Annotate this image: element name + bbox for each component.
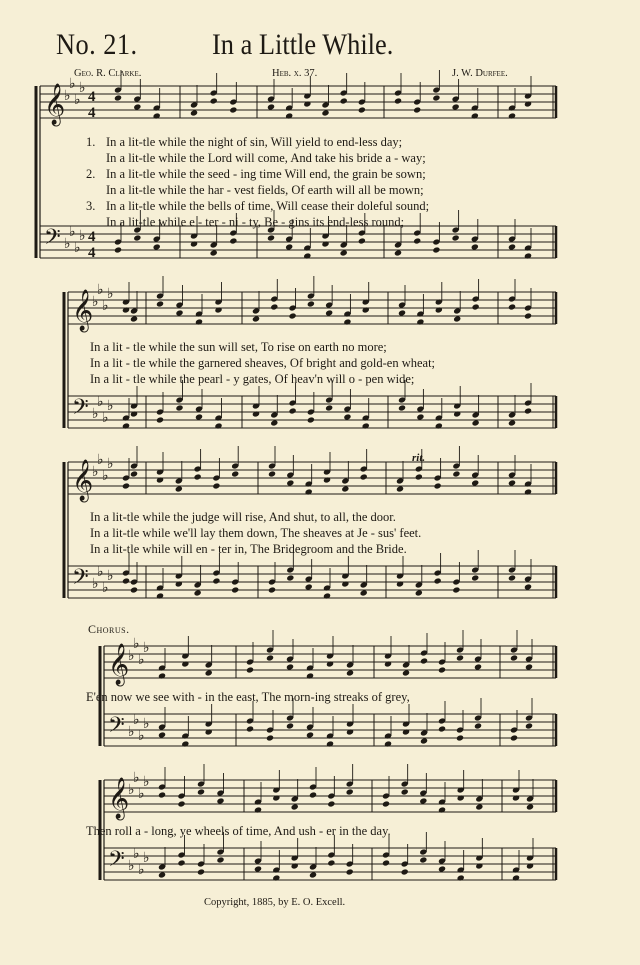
- note-head: [362, 422, 370, 429]
- note-head: [194, 589, 202, 596]
- hymn-title: In a Little While.: [212, 28, 394, 61]
- note-head: [212, 482, 220, 489]
- note-head: [438, 806, 446, 813]
- key-flat: ♭: [92, 576, 99, 592]
- key-flat: ♭: [128, 782, 135, 798]
- note-head: [327, 859, 335, 866]
- lyric-line: In a lit - tle while the pearl - y gates, Of heav'n will o - pen wide;: [90, 372, 415, 386]
- note-head: [231, 586, 239, 593]
- note-head: [435, 422, 443, 429]
- note-head: [326, 740, 334, 747]
- key-flat: ♭: [143, 716, 150, 732]
- note-head: [435, 306, 443, 313]
- note-head: [398, 404, 406, 411]
- key-flat: ♭: [133, 770, 140, 786]
- note-head: [452, 470, 460, 477]
- note-head: [177, 800, 185, 807]
- note-head: [524, 583, 532, 590]
- note-head: [130, 315, 138, 322]
- note-head: [358, 237, 366, 244]
- key-flat: ♭: [102, 468, 109, 484]
- note-head: [474, 722, 482, 729]
- note-head: [229, 237, 237, 244]
- treble-clef: 𝄞: [72, 460, 94, 501]
- treble-clef: 𝄞: [108, 778, 130, 819]
- key-flat: ♭: [97, 282, 104, 298]
- note-head: [214, 306, 222, 313]
- note-head: [420, 737, 428, 744]
- note-head: [524, 252, 532, 259]
- note-head: [323, 592, 331, 599]
- note-head: [341, 485, 349, 492]
- note-head: [122, 482, 130, 489]
- note-head: [382, 800, 390, 807]
- note-head: [416, 318, 424, 325]
- note-head: [325, 309, 333, 316]
- note-head: [306, 731, 314, 738]
- note-head: [267, 234, 275, 241]
- note-head: [158, 731, 166, 738]
- note-head: [434, 577, 442, 584]
- bass-clef: 𝄢: [72, 395, 89, 425]
- note-head: [346, 788, 354, 795]
- note-head: [402, 728, 410, 735]
- note-head: [524, 488, 532, 495]
- note-head: [175, 404, 183, 411]
- note-head: [346, 728, 354, 735]
- note-head: [267, 103, 275, 110]
- stanza-number: 1.: [86, 135, 96, 149]
- key-flat: ♭: [128, 724, 135, 740]
- note-head: [524, 312, 532, 319]
- key-flat: ♭: [64, 88, 71, 104]
- time-signature: 4: [88, 229, 96, 245]
- scripture-reference: Heb. x. 37.: [272, 68, 318, 79]
- note-head: [205, 728, 213, 735]
- note-head: [413, 237, 421, 244]
- note-head: [384, 660, 392, 667]
- key-flat: ♭: [69, 76, 76, 92]
- note-head: [525, 663, 533, 670]
- lyric-line: Then roll a - long, ye wheels of time, And ush - er in the day.: [86, 824, 391, 838]
- key-flat: ♭: [74, 92, 81, 108]
- note-head: [321, 240, 329, 247]
- lyric-line: In a lit-tle while will en - ter in, The Bridegroom and the Bride.: [90, 542, 407, 556]
- note-head: [270, 419, 278, 426]
- note-head: [197, 788, 205, 795]
- note-head: [452, 234, 460, 241]
- note-head: [307, 300, 315, 307]
- key-flat: ♭: [92, 464, 99, 480]
- note-head: [508, 419, 516, 426]
- note-head: [475, 862, 483, 869]
- note-head: [122, 306, 130, 313]
- note-head: [130, 470, 138, 477]
- note-head: [525, 722, 533, 729]
- composer-credit: J. W. Durfee.: [452, 68, 508, 79]
- note-head: [510, 734, 518, 741]
- note-head: [266, 734, 274, 741]
- note-head: [122, 422, 130, 429]
- note-head: [382, 859, 390, 866]
- lyric-line: In a lit - tle while the sun will set, To rise on earth no more;: [90, 340, 387, 354]
- note-head: [321, 109, 329, 116]
- note-head: [419, 856, 427, 863]
- key-flat: ♭: [138, 652, 145, 668]
- note-head: [252, 410, 260, 417]
- note-head: [526, 862, 534, 869]
- bass-clef: 𝄢: [72, 565, 89, 595]
- note-head: [323, 476, 331, 483]
- key-flat: ♭: [97, 564, 104, 580]
- key-flat: ♭: [107, 568, 114, 584]
- note-head: [419, 797, 427, 804]
- key-flat: ♭: [79, 228, 86, 244]
- key-flat: ♭: [107, 286, 114, 302]
- note-head: [401, 868, 409, 875]
- note-head: [471, 574, 479, 581]
- note-head: [457, 794, 465, 801]
- key-flat: ♭: [79, 80, 86, 96]
- note-head: [216, 856, 224, 863]
- note-head: [471, 479, 479, 486]
- note-head: [177, 859, 185, 866]
- note-head: [526, 803, 534, 810]
- key-flat: ♭: [138, 862, 145, 878]
- key-flat: ♭: [107, 398, 114, 414]
- note-head: [474, 663, 482, 670]
- bass-clef: 𝄢: [108, 713, 125, 743]
- key-flat: ♭: [143, 640, 150, 656]
- note-head: [434, 482, 442, 489]
- note-head: [286, 722, 294, 729]
- note-head: [438, 666, 446, 673]
- note-head: [512, 874, 520, 881]
- lyric-line: E'en now we see with - in the east, The morn-ing streaks of grey,: [86, 690, 410, 704]
- note-head: [456, 654, 464, 661]
- note-head: [158, 672, 166, 679]
- time-signature: 4: [88, 245, 96, 261]
- note-head: [122, 577, 130, 584]
- note-head: [214, 422, 222, 429]
- note-head: [420, 657, 428, 664]
- key-flat: ♭: [107, 456, 114, 472]
- key-flat: ♭: [128, 858, 135, 874]
- key-flat: ♭: [138, 728, 145, 744]
- note-head: [413, 106, 421, 113]
- note-head: [153, 243, 161, 250]
- key-flat: ♭: [74, 240, 81, 256]
- note-head: [306, 672, 314, 679]
- key-flat: ♭: [133, 712, 140, 728]
- key-flat: ♭: [133, 846, 140, 862]
- note-head: [286, 479, 294, 486]
- note-head: [190, 109, 198, 116]
- copyright-notice: Copyright, 1885, by E. O. Excell.: [204, 897, 346, 908]
- note-head: [210, 249, 218, 256]
- note-head: [358, 106, 366, 113]
- note-head: [158, 791, 166, 798]
- note-head: [508, 303, 516, 310]
- note-head: [272, 794, 280, 801]
- note-head: [415, 589, 423, 596]
- note-head: [289, 312, 297, 319]
- note-head: [471, 112, 479, 119]
- note-head: [384, 740, 392, 747]
- lyric-line: In a lit-tle while the har - vest fields, Of earth will all be mown;: [106, 183, 424, 197]
- bass-clef: 𝄢: [44, 225, 61, 255]
- note-head: [303, 100, 311, 107]
- treble-clef: 𝄞: [108, 644, 130, 685]
- note-head: [325, 404, 333, 411]
- note-head: [285, 243, 293, 250]
- treble-clef: 𝄞: [72, 290, 94, 331]
- note-head: [508, 243, 516, 250]
- note-head: [472, 419, 480, 426]
- key-flat: ♭: [102, 410, 109, 426]
- key-flat: ♭: [143, 774, 150, 790]
- key-flat: ♭: [92, 294, 99, 310]
- note-head: [266, 654, 274, 661]
- note-head: [305, 488, 313, 495]
- note-head: [402, 669, 410, 676]
- note-head: [305, 583, 313, 590]
- note-head: [231, 470, 239, 477]
- note-head: [133, 234, 141, 241]
- note-head: [327, 800, 335, 807]
- note-head: [415, 473, 423, 480]
- note-head: [432, 246, 440, 253]
- tempo-marking: rit.: [412, 452, 426, 464]
- note-head: [210, 97, 218, 104]
- note-head: [453, 410, 461, 417]
- note-head: [195, 413, 203, 420]
- lyric-line: In a lit-tle while the Lord will come, And take his bride a - way;: [106, 151, 426, 165]
- note-head: [286, 663, 294, 670]
- note-head: [341, 580, 349, 587]
- note-head: [291, 862, 299, 869]
- key-flat: ♭: [92, 406, 99, 422]
- key-flat: ♭: [69, 224, 76, 240]
- note-head: [156, 476, 164, 483]
- note-head: [508, 479, 516, 486]
- note-head: [156, 300, 164, 307]
- note-head: [398, 309, 406, 316]
- key-flat: ♭: [102, 298, 109, 314]
- note-head: [268, 470, 276, 477]
- note-head: [346, 669, 354, 676]
- note-head: [246, 725, 254, 732]
- lyric-line: In a lit-tle while the judge will rise, And shut, to all, the door.: [90, 510, 396, 524]
- note-head: [416, 413, 424, 420]
- note-head: [401, 788, 409, 795]
- note-head: [246, 666, 254, 673]
- key-flat: ♭: [64, 236, 71, 252]
- note-head: [130, 586, 138, 593]
- note-head: [432, 94, 440, 101]
- note-head: [205, 669, 213, 676]
- time-signature: 4: [88, 105, 96, 121]
- note-head: [114, 94, 122, 101]
- key-flat: ♭: [143, 850, 150, 866]
- note-head: [175, 485, 183, 492]
- note-head: [472, 303, 480, 310]
- lyric-line: In a lit-tle while e - ter - ni - ty, Be - gins its end-less round;: [106, 215, 405, 229]
- note-head: [175, 309, 183, 316]
- note-head: [194, 473, 202, 480]
- note-head: [343, 413, 351, 420]
- note-head: [212, 577, 220, 584]
- key-flat: ♭: [97, 394, 104, 410]
- key-flat: ♭: [128, 648, 135, 664]
- note-head: [156, 592, 164, 599]
- note-head: [524, 100, 532, 107]
- note-head: [340, 97, 348, 104]
- note-head: [396, 485, 404, 492]
- note-head: [457, 874, 465, 881]
- note-head: [309, 871, 317, 878]
- key-flat: ♭: [102, 580, 109, 596]
- note-head: [452, 586, 460, 593]
- note-head: [396, 580, 404, 587]
- note-head: [453, 315, 461, 322]
- note-head: [362, 306, 370, 313]
- stanza-number: 2.: [86, 167, 96, 181]
- lyric-line: In a lit-tle while we'll lay them down, The sheaves at Je - sus' feet.: [90, 526, 422, 540]
- bass-clef: 𝄢: [108, 847, 125, 877]
- note-head: [291, 803, 299, 810]
- note-head: [303, 252, 311, 259]
- note-head: [360, 473, 368, 480]
- note-head: [340, 249, 348, 256]
- note-head: [343, 318, 351, 325]
- note-head: [394, 249, 402, 256]
- note-head: [456, 734, 464, 741]
- note-head: [272, 874, 280, 881]
- note-head: [307, 416, 315, 423]
- note-head: [508, 112, 516, 119]
- note-head: [508, 574, 516, 581]
- note-head: [190, 240, 198, 247]
- lyric-line: In a lit-tle while the seed - ing time Will end, the grain be sown;: [106, 167, 426, 181]
- note-head: [181, 660, 189, 667]
- lyric-line: In a lit-tle while the bells of time, Will cease their doleful sound;: [106, 199, 430, 213]
- note-head: [270, 303, 278, 310]
- note-head: [524, 407, 532, 414]
- note-head: [114, 246, 122, 253]
- chorus-label: Chorus.: [88, 622, 130, 636]
- note-head: [181, 740, 189, 747]
- note-head: [254, 806, 262, 813]
- note-head: [309, 791, 317, 798]
- note-head: [510, 654, 518, 661]
- note-head: [130, 410, 138, 417]
- note-head: [289, 407, 297, 414]
- note-head: [360, 589, 368, 596]
- note-head: [438, 725, 446, 732]
- note-head: [216, 797, 224, 804]
- note-head: [254, 865, 262, 872]
- note-head: [158, 871, 166, 878]
- hymn-number: No. 21.: [56, 28, 138, 61]
- stanza-number: 3.: [86, 199, 96, 213]
- lyric-line: In a lit - tle while the garnered sheaves, Of bright and gold-en wheat;: [90, 356, 436, 370]
- treble-clef: 𝄞: [44, 84, 66, 125]
- note-head: [346, 868, 354, 875]
- note-head: [438, 865, 446, 872]
- time-signature: 4: [88, 89, 96, 105]
- note-head: [285, 112, 293, 119]
- note-head: [286, 574, 294, 581]
- lyric-line: In a lit-tle while the night of sin, Will yield to end-less day;: [106, 135, 403, 149]
- note-head: [195, 318, 203, 325]
- key-flat: ♭: [97, 452, 104, 468]
- note-head: [133, 103, 141, 110]
- note-head: [471, 243, 479, 250]
- note-head: [326, 660, 334, 667]
- note-head: [512, 794, 520, 801]
- lyricist-credit: Geo. R. Clarke.: [74, 68, 142, 79]
- note-head: [175, 580, 183, 587]
- note-head: [153, 112, 161, 119]
- key-flat: ♭: [138, 786, 145, 802]
- note-head: [268, 586, 276, 593]
- note-head: [394, 97, 402, 104]
- note-head: [229, 106, 237, 113]
- key-flat: ♭: [133, 636, 140, 652]
- note-head: [156, 416, 164, 423]
- note-head: [452, 103, 460, 110]
- note-head: [475, 803, 483, 810]
- note-head: [252, 315, 260, 322]
- note-head: [197, 868, 205, 875]
